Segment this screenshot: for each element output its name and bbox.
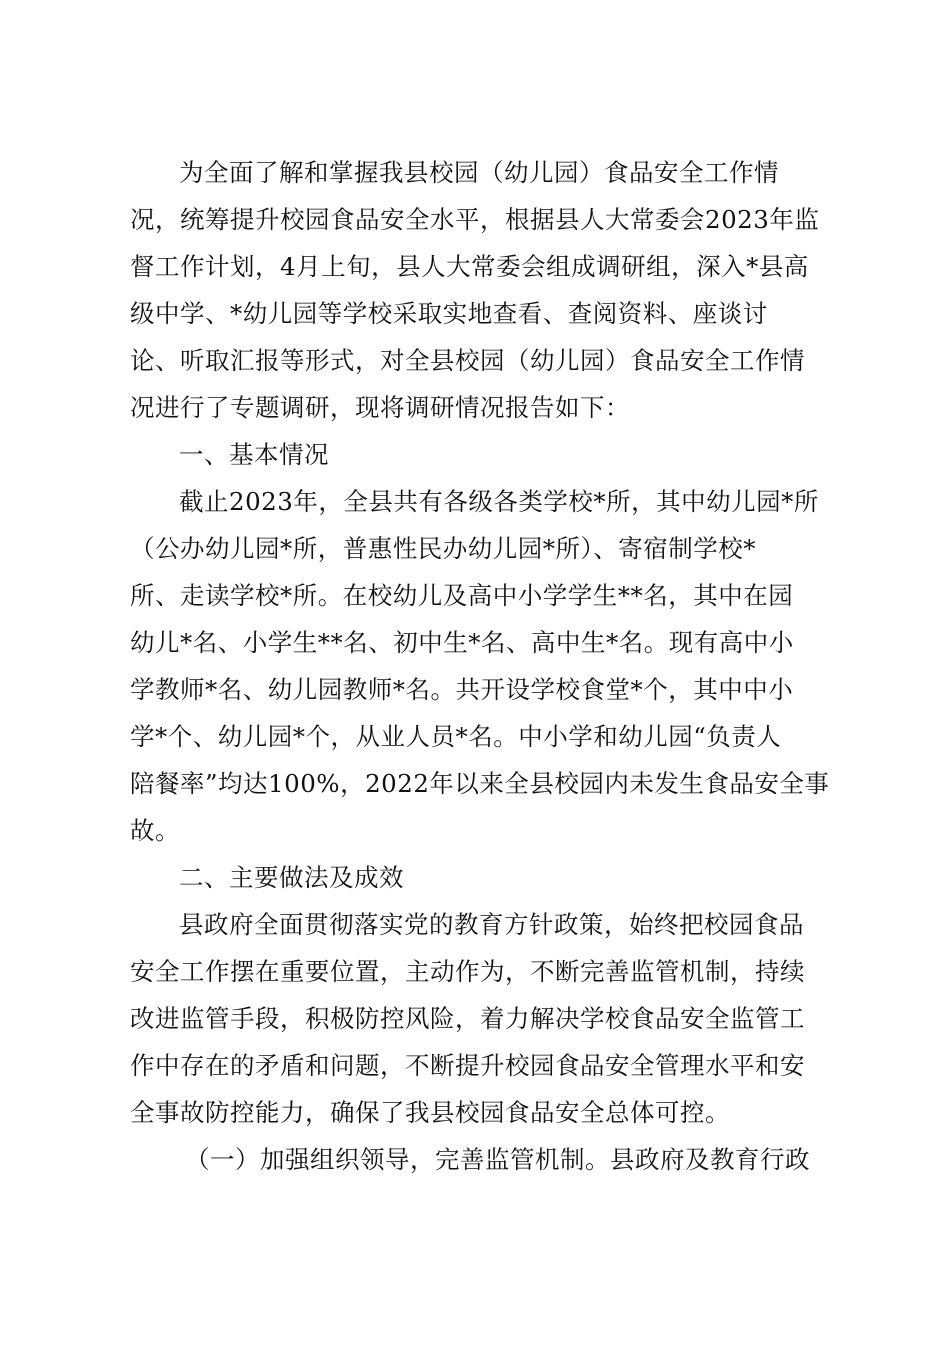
measures-line-2: 安全工作摆在重要位置，主动作为，不断完善监管机制，持续 [130,957,805,986]
basic-line-1: 截止2023年，全县共有各级各类学校*所，其中幼儿园*所 [179,487,819,516]
intro-line-3: 督工作计划，4月上旬，县人大常委会组成调研组，深入*县高 [130,252,809,281]
section-heading-measures: 二、主要做法及成效 [179,863,404,892]
basic-line-8: 故。 [130,816,180,845]
intro-line-2: 况，统筹提升校园食品安全水平，根据县人大常委会2023年监 [130,205,820,234]
basic-line-3: 所、走读学校*所。在校幼儿及高中小学学生**名，其中在园 [130,581,794,610]
measures-line-1: 县政府全面贯彻落实党的教育方针政策，始终把校园食品 [179,910,804,939]
measures-line-5: 全事故防控能力，确保了我县校园食品安全总体可控。 [130,1098,730,1127]
section-heading-basic: 一、基本情况 [179,440,329,469]
intro-line-6: 况进行了专题调研，现将调研情况报告如下： [130,393,630,422]
subsection-heading-1: （一）加强组织领导，完善监管机制。县政府及教育行政 [185,1145,810,1174]
intro-line-4: 级中学、*幼儿园等学校采取实地查看、查阅资料、座谈讨 [130,299,768,328]
intro-line-5: 论、听取汇报等形式，对全县校园（幼儿园）食品安全工作情 [130,346,805,375]
measures-line-4: 作中存在的矛盾和问题，不断提升校园食品安全管理水平和安 [130,1051,805,1080]
measures-line-3: 改进监管手段，积极防控风险，着力解决学校食品安全监管工 [130,1004,805,1033]
basic-line-6: 学*个、幼儿园*个，从业人员*名。中小学和幼儿园“负责人 [130,722,782,751]
intro-line-1: 为全面了解和掌握我县校园（幼儿园）食品安全工作情 [179,158,779,187]
basic-line-2: （公办幼儿园*所，普惠性民办幼儿园*所）、寄宿制学校* [130,534,756,563]
basic-line-4: 幼儿*名、小学生**名、初中生*名、高中生*名。现有高中小 [130,628,794,657]
basic-line-7: 陪餐率”均达100%，2022年以来全县校园内未发生食品安全事 [130,769,830,798]
basic-line-5: 学教师*名、幼儿园教师*名。共开设学校食堂*个，其中中小 [130,675,794,704]
